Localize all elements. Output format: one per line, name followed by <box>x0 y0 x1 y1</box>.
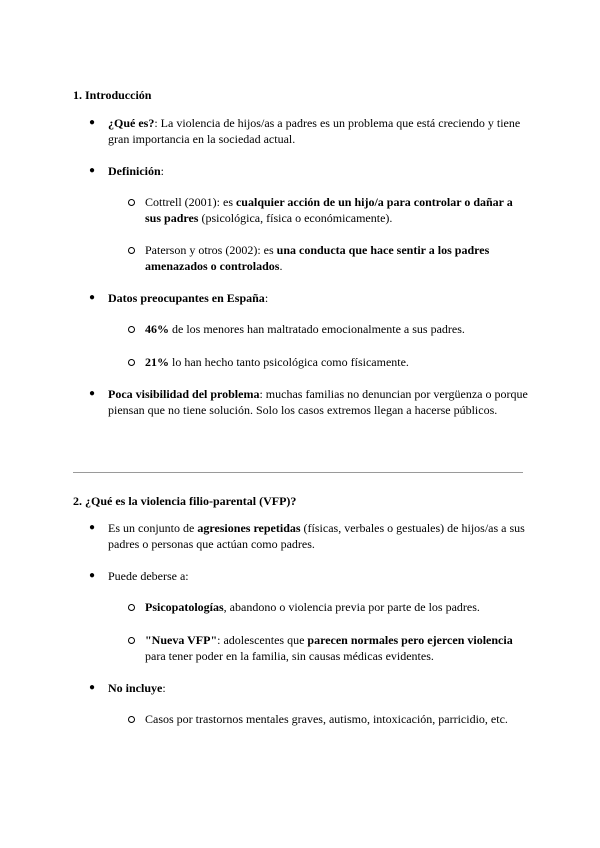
circle-bullet-icon <box>128 637 135 644</box>
definicion-label: Definición <box>108 164 161 178</box>
bullet-icon: ● <box>89 165 96 176</box>
paterson-post: . <box>279 259 283 273</box>
cottrell-post: (psicológica, física o económicamente). <box>198 211 393 225</box>
paterson-bold: una conducta que hace sentir a los padres amenazados o controlados <box>145 243 490 273</box>
no-incluye-item <box>108 680 528 696</box>
que-es-text: : La violencia de hijos/as a padres es un problema que está creciendo y tiene gran importancia en la sociedad actual. <box>108 116 521 146</box>
conjunto-post: (físicas, verbales o gestuales) de hijos/as a sus padres o personas que actúan como padres. <box>108 521 525 551</box>
nueva-vfp-item <box>145 632 525 664</box>
poca-label: Poca visibilidad del problema <box>108 387 260 401</box>
circle-bullet-icon <box>128 604 135 611</box>
bullet-icon: ● <box>89 388 96 399</box>
bullet-icon: ● <box>89 522 96 533</box>
poca-text: : muchas familias no denuncian por vergüenza o porque piensan que no tiene solución. Solo los casos extremos llegan a hacerse públicos. <box>108 387 528 417</box>
bullet-icon: ● <box>89 117 96 128</box>
cottrell-bold: cualquier acción de un hijo/a para controlar o dañar a sus padres <box>145 195 513 225</box>
datos-item-1 <box>145 321 525 337</box>
psico-text: , abandono o violencia previa por parte de los padres. <box>223 600 480 614</box>
datos-label: Datos preocupantes en España <box>108 291 265 305</box>
no-incluye-label: No incluye <box>108 681 163 695</box>
bullet-icon: ● <box>89 292 96 303</box>
conjunto-bold: agresiones repetidas <box>197 521 301 535</box>
no-incluye-subitem: Casos por trastornos mentales graves, autismo, intoxicación, parricidio, etc. <box>145 712 508 726</box>
que-es-label: ¿Qué es? <box>108 116 155 130</box>
psicopatologias-item <box>145 599 525 615</box>
nueva-bold-2: parecen normales pero ejercen violencia <box>307 633 513 647</box>
nueva-bold: "Nueva VFP" <box>145 633 218 647</box>
conjunto-pre: Es un conjunto de <box>108 521 198 535</box>
section-1-heading: 1. Introducción <box>73 88 152 102</box>
nueva-mid: : adolescentes que <box>217 633 308 647</box>
section-2-heading: 2. ¿Qué es la violencia filio-parental (VFP)? <box>73 494 297 508</box>
definicion-item <box>108 163 528 179</box>
nueva-post: para tener poder en la familia, sin causas médicas evidentes. <box>145 649 434 663</box>
paterson-pre: Paterson y otros (2002): es <box>145 243 277 257</box>
circle-bullet-icon <box>128 716 135 723</box>
circle-bullet-icon <box>128 359 135 366</box>
bullet-icon: ● <box>89 570 96 581</box>
datos-1-bold: 46% <box>145 322 169 336</box>
datos-2-text: lo han hecho tanto psicológica como físicamente. <box>169 355 409 369</box>
paterson-item <box>145 242 525 274</box>
horizontal-divider <box>73 472 523 473</box>
poca-visibilidad-item <box>108 386 528 418</box>
datos-item-2 <box>145 354 525 370</box>
circle-bullet-icon <box>128 199 135 206</box>
deberse-item: Puede deberse a: <box>108 569 189 583</box>
circle-bullet-icon <box>128 247 135 254</box>
cottrell-item <box>145 194 525 226</box>
datos-1-text: de los menores han maltratado emocionalmente a sus padres. <box>169 322 465 336</box>
definicion-suffix: : <box>160 164 165 178</box>
cottrell-pre: Cottrell (2001): es <box>145 195 236 209</box>
no-incluye-suffix: : <box>162 681 166 695</box>
datos-suffix: : <box>264 291 269 305</box>
bullet-icon: ● <box>89 682 96 693</box>
circle-bullet-icon <box>128 326 135 333</box>
conjunto-item <box>108 520 528 552</box>
datos-item <box>108 290 528 306</box>
que-es-item <box>108 115 528 147</box>
datos-2-bold: 21% <box>145 355 169 369</box>
psico-bold: Psicopatologías <box>145 600 224 614</box>
